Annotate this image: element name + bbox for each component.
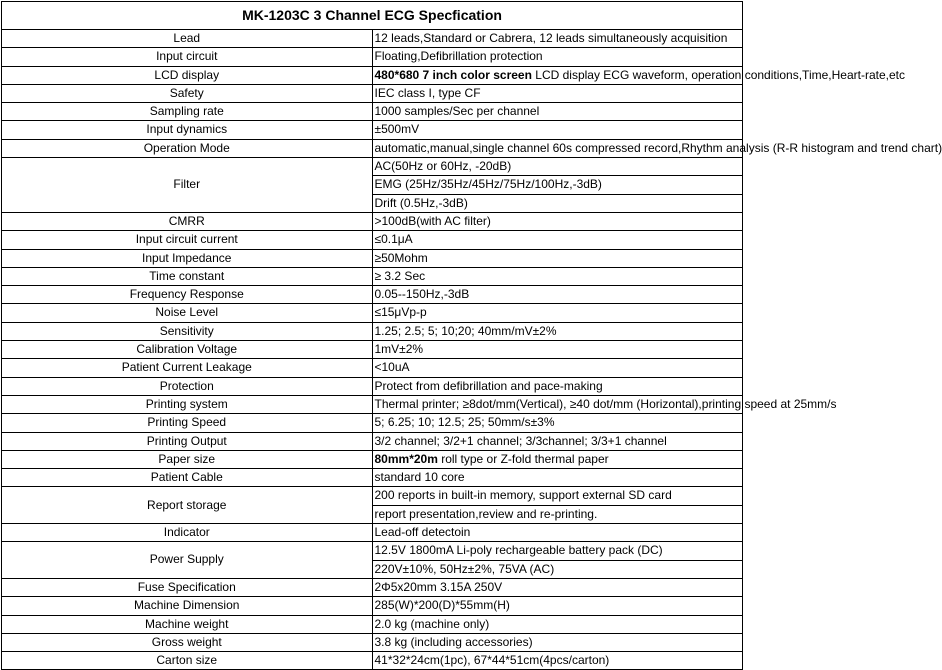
- spec-value: [372, 286, 743, 304]
- spec-value: [372, 487, 743, 505]
- spec-value: [372, 103, 743, 121]
- spec-label: CMRR: [2, 212, 373, 230]
- spec-label: Printing Output: [2, 432, 373, 450]
- spec-value: [372, 560, 743, 578]
- table-row: [2, 121, 743, 139]
- spec-value-text: 1mV±2%: [375, 342, 424, 356]
- spec-value: [372, 578, 743, 596]
- spec-value: [372, 377, 743, 395]
- spec-label: Filter: [2, 158, 373, 213]
- table-row: [2, 84, 743, 102]
- spec-value-text: ≤15μVp-p: [375, 305, 427, 319]
- spec-label: Calibration Voltage: [2, 341, 373, 359]
- spec-label: Gross weight: [2, 633, 373, 651]
- table-row: [2, 377, 743, 395]
- spec-value-text: 12 leads,Standard or Cabrera, 12 leads simultaneously acquisition: [375, 31, 728, 45]
- spec-table: [1, 1, 743, 670]
- table-row: [2, 395, 743, 413]
- spec-value-text: ≥50Mohm: [375, 251, 428, 265]
- table-row: [2, 30, 743, 48]
- spec-value: [372, 450, 743, 468]
- spec-value-text: 41*32*24cm(1pc), 67*44*51cm(4pcs/carton): [375, 653, 610, 667]
- spec-value-emphasis: 480*680 7 inch color screen: [375, 68, 532, 82]
- spec-value-text: 2Φ5x20mm 3.15A 250V: [375, 580, 503, 594]
- spec-value: [372, 139, 743, 157]
- spec-value: [372, 469, 743, 487]
- spec-value-text: <10uA: [375, 360, 410, 374]
- spec-label: LCD display: [2, 66, 373, 84]
- spec-label: Time constant: [2, 267, 373, 285]
- spec-label: Report storage: [2, 487, 373, 524]
- spec-value-text: Thermal printer; ≥8dot/mm(Vertical), ≥40 dot/mm (Horizontal),printing speed at 25mm/s: [375, 397, 837, 411]
- table-row: [2, 48, 743, 66]
- spec-value-text: Protect from defibrillation and pace-making: [375, 379, 603, 393]
- spec-label: Indicator: [2, 524, 373, 542]
- spec-value: [372, 121, 743, 139]
- spec-label: Lead: [2, 30, 373, 48]
- spec-value: [372, 84, 743, 102]
- spec-label: Fuse Specification: [2, 578, 373, 596]
- spec-value: [372, 652, 743, 670]
- spec-label: Patient Current Leakage: [2, 359, 373, 377]
- spec-value: [372, 48, 743, 66]
- spec-label: Input Impedance: [2, 249, 373, 267]
- spec-value: [372, 194, 743, 212]
- table-row: [2, 304, 743, 322]
- table-row: [2, 524, 743, 542]
- spec-value-text: 12.5V 1800mA Li-poly rechargeable battery pack (DC): [375, 543, 663, 557]
- spec-value: [372, 505, 743, 523]
- spec-label: Frequency Response: [2, 286, 373, 304]
- table-row: [2, 487, 743, 505]
- spec-value-text: IEC class I, type CF: [375, 86, 481, 100]
- table-row: [2, 158, 743, 176]
- spec-label: Carton size: [2, 652, 373, 670]
- spec-value: [372, 597, 743, 615]
- spec-value-text: ≥ 3.2 Sec: [375, 269, 426, 283]
- table-row: [2, 633, 743, 651]
- spec-value: [372, 30, 743, 48]
- spec-label: Sensitivity: [2, 322, 373, 340]
- spec-value-text: EMG (25Hz/35Hz/45Hz/75Hz/100Hz,-3dB): [375, 177, 602, 191]
- table-row: [2, 322, 743, 340]
- spec-value: [372, 395, 743, 413]
- spec-label: Paper size: [2, 450, 373, 468]
- spec-label: Protection: [2, 377, 373, 395]
- spec-value: [372, 322, 743, 340]
- spec-value-text: Drift (0.5Hz,-3dB): [375, 196, 468, 210]
- spec-value-text: automatic,manual,single channel 60s compressed record,Rhythm analysis (R-R histogram and trend chart): [375, 141, 942, 155]
- table-row: [2, 66, 743, 84]
- spec-label: Machine weight: [2, 615, 373, 633]
- spec-value: [372, 249, 743, 267]
- spec-value-emphasis: 80mm*20m: [375, 452, 438, 466]
- spec-label: Safety: [2, 84, 373, 102]
- spec-label: Printing system: [2, 395, 373, 413]
- table-row: [2, 359, 743, 377]
- title-row: [2, 2, 743, 30]
- spec-value: [372, 158, 743, 176]
- table-row: [2, 578, 743, 596]
- spec-value: [372, 615, 743, 633]
- spec-value: [372, 304, 743, 322]
- spec-label: Patient Cable: [2, 469, 373, 487]
- spec-label: Operation Mode: [2, 139, 373, 157]
- spec-value-text: 220V±10%, 50Hz±2%, 75VA (AC): [375, 562, 555, 576]
- spec-value-text: 200 reports in built-in memory, support external SD card: [375, 488, 672, 502]
- table-row: [2, 615, 743, 633]
- spec-value-text: 3.8 kg (including accessories): [375, 635, 533, 649]
- spec-label: Power Supply: [2, 542, 373, 579]
- table-row: [2, 231, 743, 249]
- spec-label: Input dynamics: [2, 121, 373, 139]
- spec-value: [372, 267, 743, 285]
- table-row: [2, 597, 743, 615]
- spec-table-body: [2, 2, 743, 670]
- spec-value: [372, 341, 743, 359]
- spec-value: [372, 432, 743, 450]
- spec-value-text: ±500mV: [375, 122, 420, 136]
- spec-value-text: Floating,Defibrillation protection: [375, 49, 543, 63]
- spec-label: Noise Level: [2, 304, 373, 322]
- spec-value-text: Lead-off detectoin: [375, 525, 471, 539]
- table-row: [2, 103, 743, 121]
- spec-value: [372, 524, 743, 542]
- spec-value-text: 5; 6.25; 10; 12.5; 25; 50mm/s±3%: [375, 415, 555, 429]
- spec-value: [372, 414, 743, 432]
- spec-label: Input circuit current: [2, 231, 373, 249]
- table-row: [2, 212, 743, 230]
- spec-value: [372, 542, 743, 560]
- spec-label: Sampling rate: [2, 103, 373, 121]
- spec-value-text: 1000 samples/Sec per channel: [375, 104, 540, 118]
- table-row: [2, 432, 743, 450]
- spec-label: Machine Dimension: [2, 597, 373, 615]
- table-row: [2, 249, 743, 267]
- spec-value-text: report presentation,review and re-printing.: [375, 507, 598, 521]
- spec-value: [372, 359, 743, 377]
- spec-value: [372, 66, 743, 84]
- table-row: [2, 542, 743, 560]
- spec-value-text: standard 10 core: [375, 470, 465, 484]
- spec-value-text: 2.0 kg (machine only): [375, 617, 490, 631]
- spec-value-text: 1.25; 2.5; 5; 10;20; 40mm/mV±2%: [375, 324, 557, 338]
- spec-value: [372, 231, 743, 249]
- spec-value-text: 0.05--150Hz,-3dB: [375, 287, 470, 301]
- spec-label: Input circuit: [2, 48, 373, 66]
- table-row: [2, 652, 743, 670]
- spec-value: [372, 633, 743, 651]
- table-row: [2, 341, 743, 359]
- spec-value-text: >100dB(with AC filter): [375, 214, 491, 228]
- spec-value-text: ≤0.1μA: [375, 232, 413, 246]
- table-row: [2, 414, 743, 432]
- table-row: [2, 469, 743, 487]
- table-row: [2, 450, 743, 468]
- table-row: [2, 286, 743, 304]
- spec-value-text: LCD display ECG waveform, operation conditions,Time,Heart-rate,etc: [532, 68, 905, 82]
- spec-value: [372, 212, 743, 230]
- table-row: [2, 267, 743, 285]
- spec-value-text: 285(W)*200(D)*55mm(H): [375, 598, 510, 612]
- spec-value-text: AC(50Hz or 60Hz, -20dB): [375, 159, 512, 173]
- table-title: MK-1203C 3 Channel ECG Specfication: [2, 2, 743, 30]
- spec-value: [372, 176, 743, 194]
- spec-value-text: roll type or Z-fold thermal paper: [438, 452, 609, 466]
- spec-label: Printing Speed: [2, 414, 373, 432]
- spec-value-text: 3/2 channel; 3/2+1 channel; 3/3channel; 3/3+1 channel: [375, 434, 667, 448]
- table-row: [2, 139, 743, 157]
